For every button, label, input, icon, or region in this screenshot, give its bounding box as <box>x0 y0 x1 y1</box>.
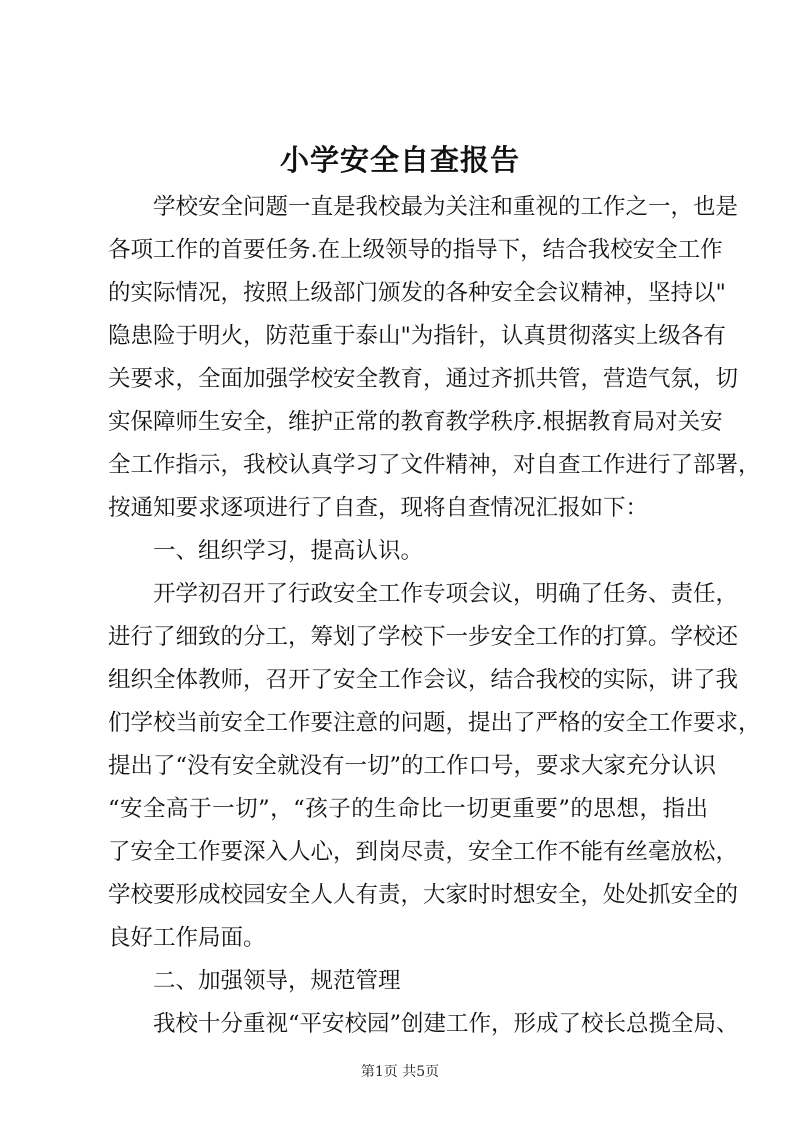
paragraph-line: 学校要形成校园安全人人有责，大家时时想安全，处处抓安全的 <box>108 882 739 908</box>
paragraph-line: 隐患险于明火，防范重于泰山"为指针，认真贯彻落实上级各有 <box>108 323 726 349</box>
paragraph-line: 了安全工作要深入人心，到岗尽责，安全工作不能有丝毫放松， <box>108 839 739 865</box>
paragraph-line: 组织全体教师，召开了安全工作会议，结合我校的实际，讲了我 <box>108 667 739 693</box>
paragraph-line: 良好工作局面。 <box>108 925 266 951</box>
paragraph-line: 的实际情况，按照上级部门颁发的各种安全会议精神，坚持以" <box>108 280 726 306</box>
paragraph-line: “安全高于一切”，“孩子的生命比一切更重要”的思想，指出 <box>108 796 708 822</box>
paragraph-line: 关要求，全面加强学校安全教育，通过齐抓共管，营造气氛，切 <box>108 366 739 392</box>
paragraph-line: 各项工作的首要任务.在上级领导的指导下，结合我校安全工作 <box>108 237 723 263</box>
paragraph-line: 开学初召开了行政安全工作专项会议，明确了任务、责任， <box>153 581 739 607</box>
paragraph-line: 进行了细致的分工，筹划了学校下一步安全工作的打算。学校还 <box>108 624 739 650</box>
paragraph-line: 我校十分重视“平安校园”创建工作，形成了校长总揽全局、 <box>153 1011 739 1037</box>
paragraph-line: 全工作指示，我校认真学习了文件精神，对自查工作进行了部署， <box>108 452 761 478</box>
page-footer: 第1页 共5页 <box>360 1064 440 1080</box>
paragraph-line: 按通知要求逐项进行了自查，现将自查情况汇报如下： <box>108 495 649 521</box>
section-heading: 一、组织学习，提高认识。 <box>153 538 424 564</box>
paragraph-line: 实保障师生安全，维护正常的教育教学秩序.根据教育局对关安 <box>108 409 723 435</box>
paragraph-line: 们学校当前安全工作要注意的问题，提出了严格的安全工作要求， <box>108 710 761 736</box>
paragraph-line: 学校安全问题一直是我校最为关注和重视的工作之一，也是 <box>153 194 739 220</box>
document-title: 小学安全自查报告 <box>279 143 520 177</box>
section-heading: 二、加强领导，规范管理 <box>153 968 401 994</box>
paragraph-line: 提出了“没有安全就没有一切”的工作口号，要求大家充分认识 <box>108 753 717 779</box>
document-body <box>108 186 761 1046</box>
